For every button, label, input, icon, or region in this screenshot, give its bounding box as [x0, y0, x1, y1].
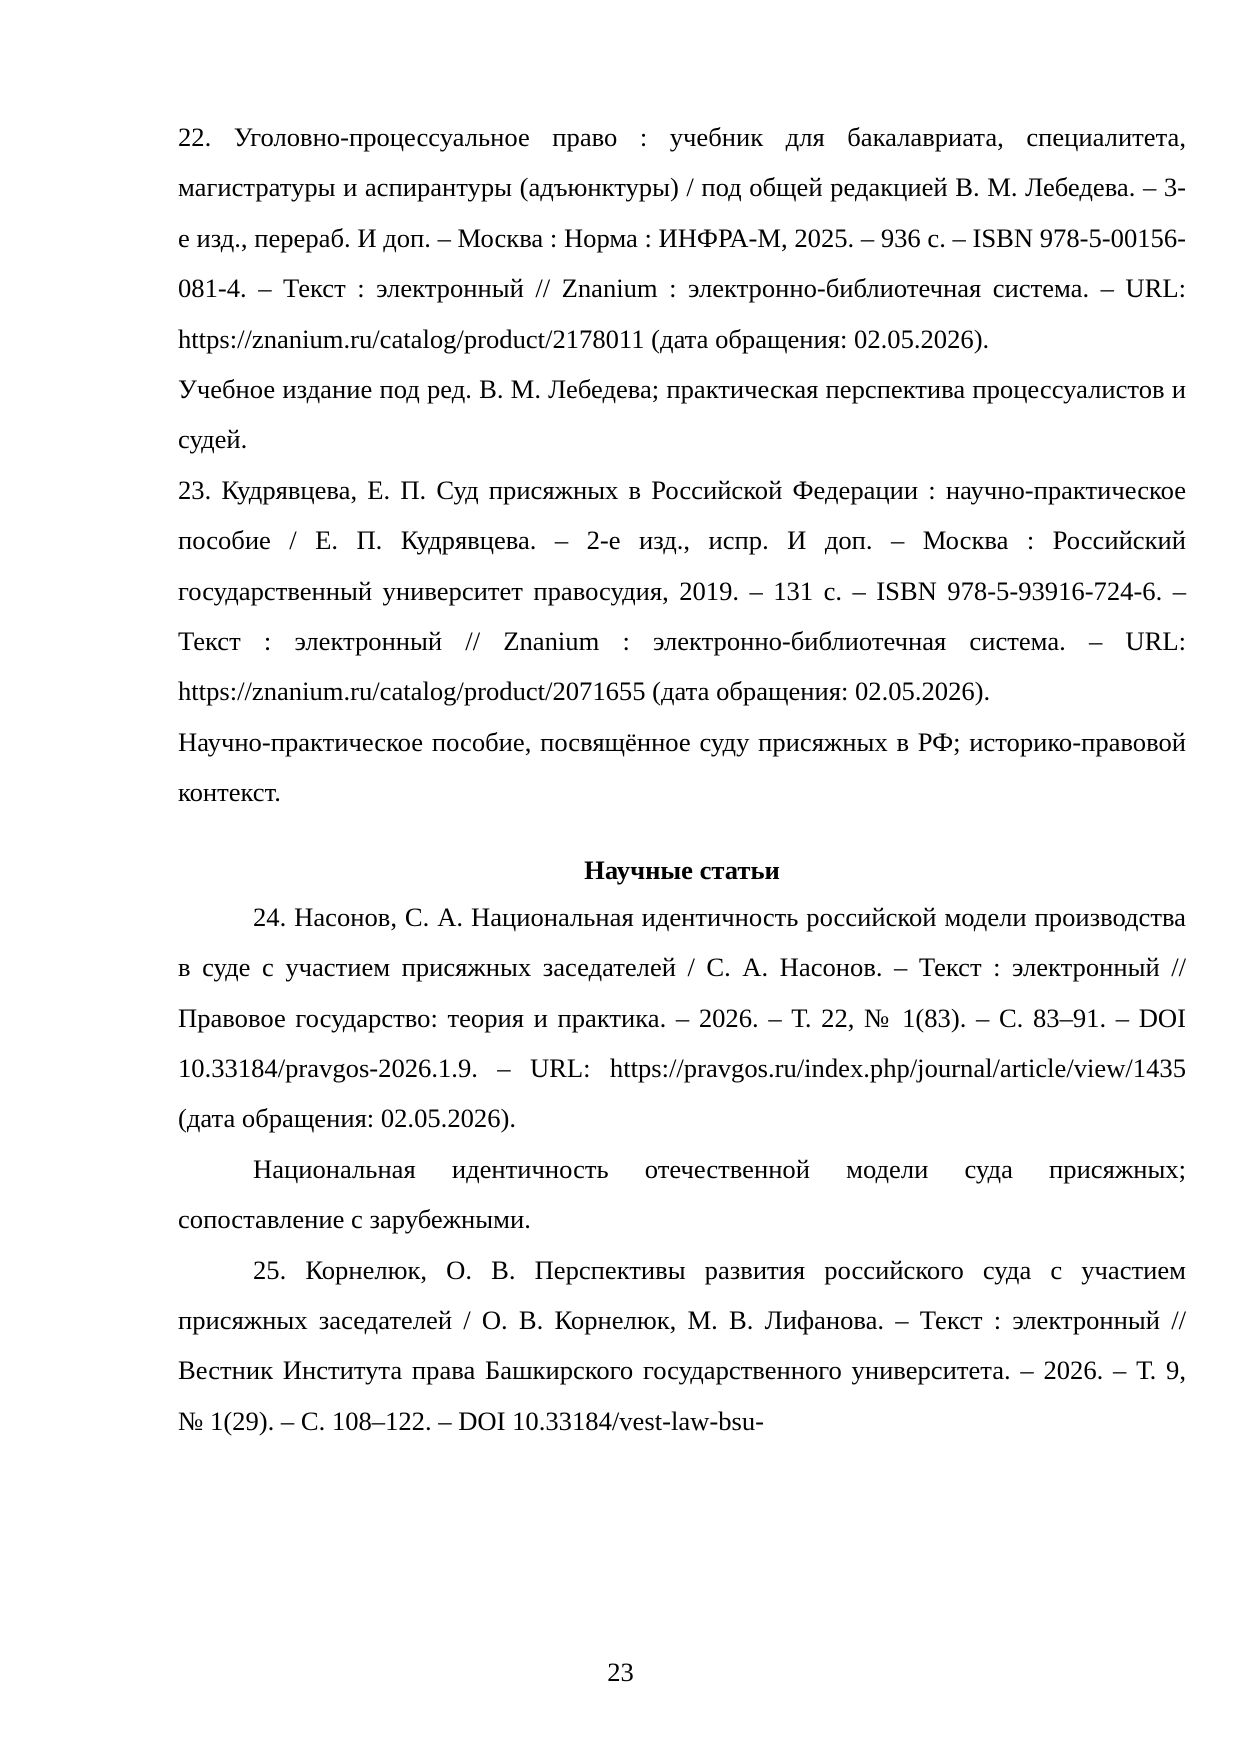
bibliography-list: [178, 112, 1186, 1446]
reference-24: 24. Насонов, С. А. Национальная идентичность российской модели производства в суде с участием присяжных заседателей / С. А. Насонов. – Текст : электронный // Правовое государство: теория и практика. – 2026. – Т. 22, № 1(83). – С. 83–91. – DOI 10.33184/pravgos-2026.1.9. – URL: https://pravgos.ru/index.php/journal/article/view/1435 (дата обращения: 02.05.2026).: [178, 901, 1186, 1134]
section-heading-articles: Научные статьи: [584, 854, 780, 885]
reference-23-annotation: Научно-практическое пособие, посвящённое суду присяжных в РФ; историко-правовой контекст.: [178, 726, 1186, 808]
reference-25: 25. Корнелюк, О. В. Перспективы развития российского суда с участием присяжных заседателей / О. В. Корнелюк, М. В. Лифанова. – Текст : электронный // Вестник Института права Башкирского государственного университета. – 2026. – Т. 9, № 1(29). – С. 108–122. – DOI 10.33184/vest-law-bsu-: [178, 1254, 1186, 1436]
reference-22: 22. Уголовно-процессуальное право : учебник для бакалавриата, специалитета, магистратуры и аспирантуры (адъюнктуры) / под общей редакцией В. М. Лебедева. – 3-е изд., перераб. И доп. – Москва : Норма : ИНФРА-М, 2025. – 936 с. – ISBN 978-5-00156-081-4. – Текст : электронный // Znanium : электронно-библиотечная система. – URL: https://znanium.ru/catalog/product/2178011 (дата обращения: 02.05.2026).: [178, 122, 1186, 354]
reference-24-annotation: Национальная идентичность отечественной модели суда присяжных; сопоставление с зарубежными.: [178, 1153, 1186, 1235]
page-number: 23: [607, 1657, 634, 1687]
reference-23: 23. Кудрявцева, Е. П. Суд присяжных в Российской Федерации : научно-практическое пособие / Е. П. Кудрявцева. – 2-е изд., испр. И доп. – Москва : Российский государственный университет правосудия, 2019. – 131 с. – ISBN 978-5-93916-724-6. – Текст : электронный // Znanium : электронно-библиотечная система. – URL: https://znanium.ru/catalog/product/2071655 (дата обращения: 02.05.2026).: [178, 474, 1186, 707]
reference-22-annotation: Учебное издание под ред. В. М. Лебедева; практическая перспектива процессуалистов и судей.: [178, 374, 1186, 455]
